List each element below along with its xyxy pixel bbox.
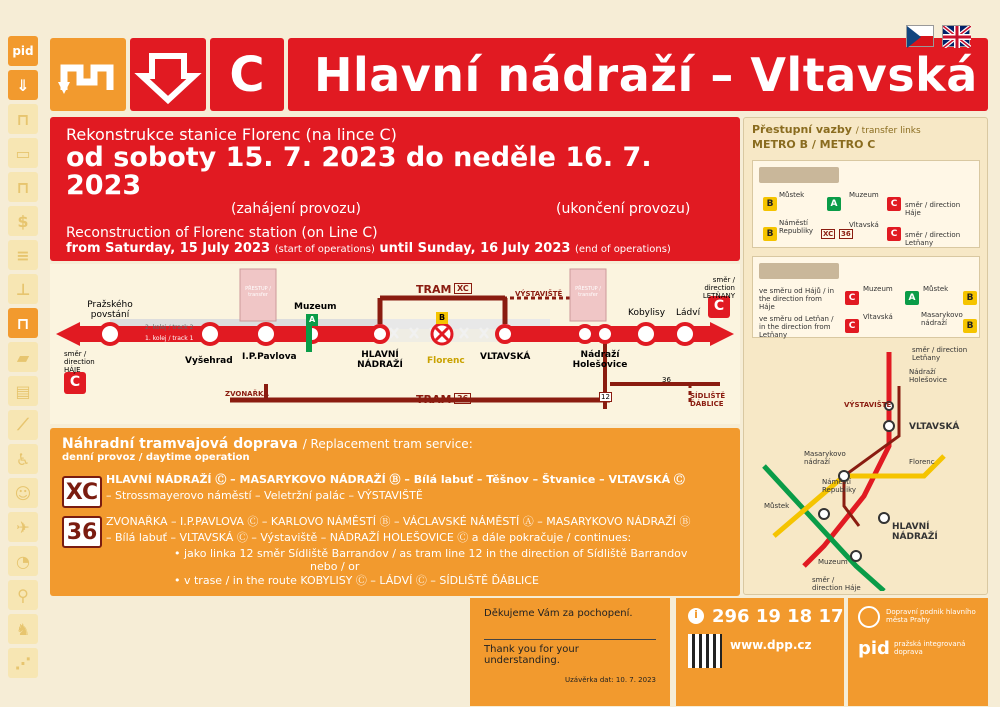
transfer-mustek: Můstek: [779, 191, 805, 199]
escalator-icon: ⟋: [8, 410, 38, 440]
info-dates-cz: od soboty 15. 7. 2023 do neděle 16. 7. 2023: [66, 142, 652, 202]
line-scheme: [50, 264, 740, 424]
thanks-box: [470, 598, 670, 706]
zvonarka-label: ZVONAŘKA: [225, 390, 269, 398]
walk-icon: ⋰: [8, 648, 38, 678]
phone[interactable]: 296 19 18 17: [712, 606, 844, 627]
transfer-from-haje: ve směru od Hájů / in the direction from Háje: [759, 287, 835, 311]
metro-a-marker: A: [309, 315, 316, 324]
bus-icon: ▭: [8, 138, 38, 168]
wheelchair-icon: ♿: [8, 444, 38, 474]
transfer-vltavska: Vltavská: [849, 221, 879, 229]
map-dir-haje: směr / direction Háje: [812, 576, 861, 592]
sidliste-label: SÍDLIŠTĚ ĎÁBLICE: [690, 392, 726, 408]
website[interactable]: www.dpp.cz: [730, 638, 812, 652]
transfer-metro: METRO B / METRO C: [752, 138, 876, 151]
contact-box: [676, 598, 844, 706]
metro-down-icon: [130, 38, 206, 111]
map-vystaviste: VÝSTAVIŠTĚ: [844, 401, 892, 409]
t36-route-1: ZVONAŘKA – I.P.PAVLOVA Ⓒ – KARLOVO NÁMĚSTÍ Ⓑ – VÁCLAVSKÉ NÁMĚSTÍ Ⓐ – MASARYKOVO NÁDRAŽÍ Ⓑ: [106, 515, 691, 528]
start-note: (zahájení provozu): [231, 200, 361, 217]
replacement-service: [50, 428, 740, 596]
line-letter: C: [210, 38, 284, 111]
line-12-label: 12: [601, 393, 610, 401]
map-namesti-republiky: Náměstí Republiky: [822, 478, 857, 494]
line-c-right: C: [713, 298, 725, 314]
vystaviste-label: VÝSTAVIŠTĚ: [515, 290, 563, 298]
transfer2-vltavska: Vltavská: [863, 313, 893, 321]
station-hlavni-nadrazi: HLAVNÍ NÁDRAŽÍ: [357, 350, 403, 370]
qr-code-icon: [688, 634, 722, 668]
tram-bottom-label: TRAM: [416, 393, 452, 406]
map-dir-letnany: směr / direction Letňany: [912, 346, 968, 362]
closing-date: Uzávěrka dat: 10. 7. 2023: [565, 676, 656, 684]
track-1: 1. kolej / track 1: [145, 335, 194, 342]
line-c-left: C: [69, 374, 81, 390]
metro-down-icon: ⇓: [8, 70, 38, 100]
transfer-from-letnany: ve směru od Letňan / in the direction from Letňany: [759, 315, 834, 339]
station-vysehrad: Vyšehrad: [185, 356, 233, 366]
pid-logo: pid: [8, 36, 38, 66]
page-title: Hlavní nádraží – Vltavská: [288, 38, 988, 111]
transfer-xc: XC: [823, 230, 834, 238]
replacement-subtitle: denní provoz / daytime operation: [62, 452, 250, 463]
station-nadrazi-holesovice: Nádraží Holešovice: [572, 350, 628, 370]
transfer2-mustek: Můstek: [923, 285, 949, 293]
coin-icon: $: [8, 206, 38, 236]
stroller-icon: ◔: [8, 546, 38, 576]
xc-badge: XC: [62, 476, 102, 508]
transfer-dir-letnany: směr / direction Letňany: [905, 231, 961, 247]
direction-left: směr / direction HÁJE: [64, 350, 95, 374]
czech-flag-icon[interactable]: [906, 25, 934, 47]
info-icon: i: [688, 608, 704, 624]
sidebar: [8, 36, 40, 676]
dpp-name: Dopravní podnik hlavního města Prahy: [886, 608, 976, 624]
taxi-icon: ▰: [8, 342, 38, 372]
transfer-panel: [743, 117, 988, 595]
t36-route-2: – Bílá labuť – VLTAVSKÁ Ⓒ – Výstaviště – NÁDRAŽÍ HOLEŠOVICE Ⓒ a dále pokračuje / continues:: [106, 531, 632, 544]
transfer-muzeum: Muzeum: [849, 191, 879, 199]
transfer-namesti-republiky: Náměstí Republiky: [779, 219, 814, 235]
map-masarykovo: Masarykovo nádraží: [804, 450, 846, 466]
end-note: (ukončení provozu): [556, 200, 691, 217]
metro-b-marker: B: [439, 313, 446, 322]
thanks-cz: Děkujeme Vám za pochopení.: [484, 608, 633, 619]
map-mustek: Můstek: [764, 502, 790, 510]
metro-down-pictogram: [130, 38, 206, 111]
dpp-logo-icon: [858, 606, 880, 628]
station-florenc: Florenc: [427, 356, 465, 366]
metro-icon: [50, 38, 126, 111]
replacement-title: Náhradní tramvajová doprava / Replacement tram service:: [62, 436, 473, 452]
map-hlavni-nadrazi: HLAVNÍ NÁDRAŽÍ: [892, 522, 938, 542]
map-florenc: Florenc: [909, 458, 935, 466]
transfer-right: PŘESTUP / transfer: [575, 286, 601, 298]
uk-flag-icon[interactable]: [942, 25, 970, 47]
station-prazskeho-povstani: Pražského povstání: [87, 300, 133, 320]
track-2: 2. kolej / track 2: [145, 324, 194, 331]
tram-top-label: TRAM: [416, 283, 452, 296]
t36-route-3: • jako linka 12 směr Sídliště Barrandov / as tram line 12 in the direction of Sídliště Barrandov: [174, 547, 688, 560]
train-icon: ≡: [8, 240, 38, 270]
ticket-icon: ▤: [8, 376, 38, 406]
t36-route-5: • v trase / in the route KOBYLISY Ⓒ – LÁDVÍ Ⓒ – SÍDLIŠTĚ ĎÁBLICE: [174, 574, 539, 587]
operator-box: [848, 598, 988, 706]
transfer-left: PŘESTUP / transfer: [245, 286, 271, 298]
xc-route-1: HLAVNÍ NÁDRAŽÍ Ⓒ – MASARYKOVO NÁDRAŽÍ Ⓑ – Bílá labuť – Těšnov – Štvanice – VLTAVSKÁ Ⓒ: [106, 473, 685, 486]
plane-icon: ✈: [8, 512, 38, 542]
tram-icon: ⊓: [8, 104, 38, 134]
pid-logo-footer: pid: [858, 638, 890, 659]
map-vltavska: VLTAVSKÁ: [909, 422, 960, 432]
info-panel: [50, 117, 740, 261]
dog-icon: ♞: [8, 614, 38, 644]
map-muzeum: Muzeum: [818, 558, 848, 566]
info-dates-en: from Saturday, 15 July 2023 (start of operations) until Sunday, 16 July 2023 (end of operations): [66, 240, 671, 256]
transfer2-muzeum: Muzeum: [863, 285, 893, 293]
trolleybus-icon: ⊓: [8, 172, 38, 202]
station-kobylisy: Kobylisy: [628, 308, 666, 318]
line-36-label: 36: [662, 376, 671, 384]
station-muzeum: Muzeum: [294, 302, 337, 312]
pid-text: pražská integrovaná doprava: [894, 640, 966, 656]
ferry-icon: ⊥: [8, 274, 38, 304]
transfer-c-to-b: ve směru od Hájů / in the direction from Háje ve směru od Letňan / in the direction from Letňany C C A B B Muzeum Můstek Vltavská Masarykovo nádraží: [752, 256, 980, 338]
family-icon: ☺: [8, 478, 38, 508]
transfer-b-to-c: B B A C C Můstek Náměstí Republiky Muzeum Vltavská směr / direction Háje směr / direction Letňany XC 36: [752, 160, 980, 248]
transfer-36: 36: [841, 230, 851, 238]
tram-bottom-line: 36: [454, 393, 471, 404]
info-line-cz: Rekonstrukce stanice Florenc (na lince C): [66, 125, 397, 144]
scheme-diagram: [50, 264, 740, 424]
transfer-dir-haje: směr / direction Háje: [905, 201, 961, 217]
t36-route-4: nebo / or: [310, 560, 360, 573]
line-36-badge: 36: [62, 516, 102, 548]
station-ladvi: Ládví: [676, 308, 701, 318]
map-holesovice: Nádraží Holešovice: [909, 368, 947, 384]
bike-icon: ⚲: [8, 580, 38, 610]
info-line-en: Reconstruction of Florenc station (on Line C): [66, 224, 378, 241]
xc-route-2: – Strossmayerovo náměstí – Veletržní palác – VÝSTAVIŠTĚ: [106, 489, 423, 502]
tram-top-line: XC: [454, 283, 472, 294]
thanks-en: Thank you for your understanding.: [484, 639, 656, 666]
station-vltavska: VLTAVSKÁ: [480, 352, 531, 362]
metro-pictogram: [50, 38, 126, 111]
metro-active-icon: ⊓: [8, 308, 38, 338]
transfer-title: Přestupní vazby / transfer links: [752, 123, 921, 136]
transfer2-masarykovo: Masarykovo nádraží: [921, 311, 963, 327]
direction-right: směr / direction LETŇANY: [702, 276, 735, 300]
station-ip-pavlova: I.P.Pavlova: [242, 352, 297, 362]
